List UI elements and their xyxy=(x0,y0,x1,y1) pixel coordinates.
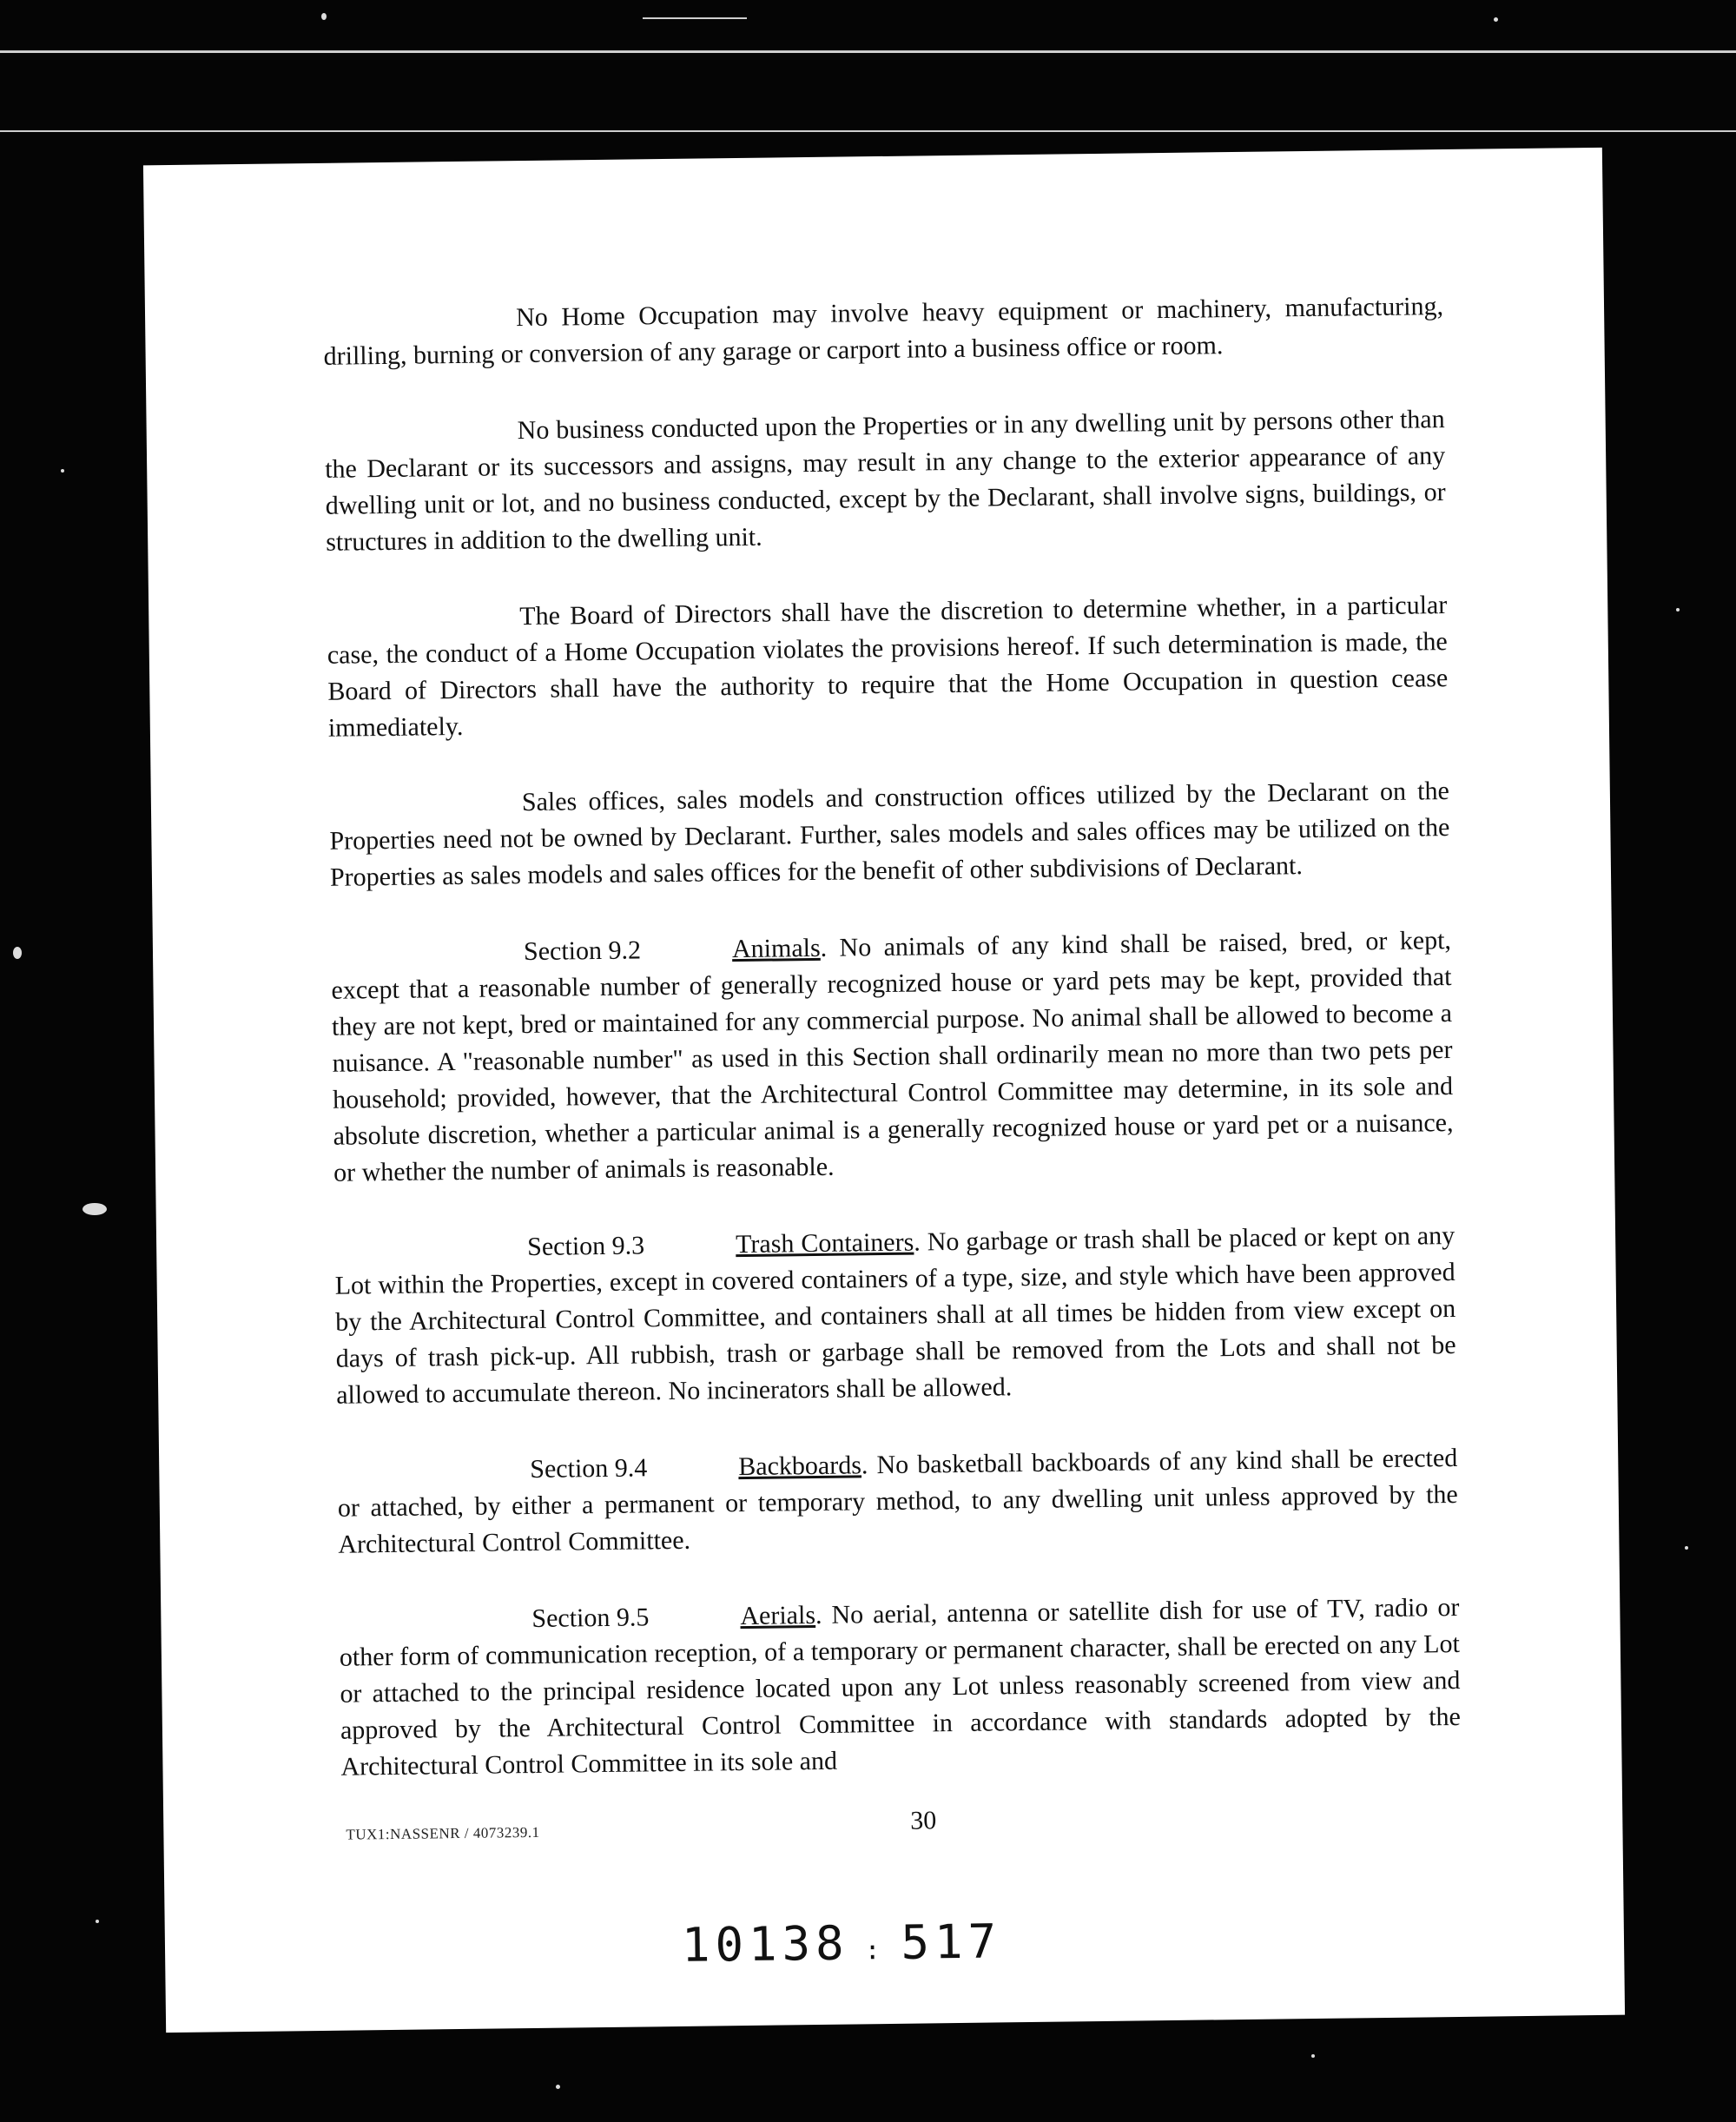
scan-speck xyxy=(1494,17,1498,22)
recording-stamp xyxy=(682,1914,1002,1972)
paragraph: The Board of Directors shall have the discretion to determine whether, in a particular case, the conduct of a Home Occupation violates the provisions hereof. If such determination is made, the Board of Directors shall have the authority to require that the Home Occupation in question cease immediately. xyxy=(327,591,1449,743)
document-reference: TUX1:NASSENR / 4073239.1 xyxy=(346,1823,540,1843)
section-9-5 xyxy=(339,1590,1461,1786)
section-label: Section 9.2 xyxy=(523,935,642,967)
stamp-page-number: 517 xyxy=(901,1914,1002,1970)
section-title: Backboards xyxy=(738,1451,862,1482)
scan-speck xyxy=(13,947,22,959)
paragraph: Sales offices, sales models and construction offices utilized by the Declarant on the Properties need not be owned by Declarant. Further, sales models and sales offices may be utilized on the Properties as sales models and sales offices for the benefit of other subdivisions of Declarant. xyxy=(329,777,1450,892)
scan-speck xyxy=(1311,2054,1315,2058)
paragraph: No Home Occupation may involve heavy equipment or machinery, manufacturing, drilling, burning or conversion of any garage or carport into a business office or room. xyxy=(323,292,1444,371)
scan-edge-line xyxy=(0,130,1736,132)
section-text: . No animals of any kind shall be raised, bred, or kept, except that a reasonable number of generally recognized house or yard pets may be kept, provided that they are not kept, bred or maintained for any commercial purpose. No animal shall be allowed to become a nuisance. A "reasonable number" as used in this Section shall ordinarily mean no more than two pets per household; provided, however, that the Architectural Control Committee may determine, in its sole and absolute discretion, whether a particular animal is a generally recognized house or yard pet or a nuisance, or whether the number of animals is reasonable. xyxy=(331,926,1454,1187)
document-page xyxy=(143,148,1625,2033)
section-9-3 xyxy=(334,1218,1456,1414)
section-label: Section 9.5 xyxy=(531,1603,650,1633)
scan-speck xyxy=(96,1920,99,1923)
scan-speck xyxy=(556,2085,560,2089)
scan-speck xyxy=(83,1203,107,1215)
scan-edge-line xyxy=(0,50,1736,53)
section-text: . No aerial, antenna or satellite dish for use of TV, radio or other form of communication reception, of a temporary or permanent character, shall be erected on any Lot or attached to the principal residence located upon any Lot unless reasonably screened from view and approved by the Architectural Control Committee in accordance with standards adopted by the Architectural Control Committee in its sole and xyxy=(339,1592,1462,1782)
section-label: Section 9.3 xyxy=(526,1231,645,1262)
section-text: . No garbage or trash shall be placed or kept on any Lot within the Properties, except in covered containers of a type, size, and style which have been approved by the Architectural Control Committee, and containers shall at all times be hidden from view except on days of trash pick-up. All rubbish, trash or garbage shall be removed from the Lots and shall not be allowed to accumulate thereon. No incinerators shall be allowed. xyxy=(334,1220,1456,1410)
section-9-4 xyxy=(337,1440,1458,1563)
section-text: . No basketball backboards of any kind shall be erected or attached, by either a permanent or temporary method, to any dwelling unit unless approved by the Architectural Control Committee. xyxy=(337,1443,1458,1559)
scan-speck xyxy=(61,469,64,473)
scan-speck xyxy=(1685,1546,1688,1550)
section-9-2 xyxy=(331,922,1454,1192)
paragraph: No business conducted upon the Properties or in any dwelling unit by persons other than the Declarant or its successors and assigns, may result in any change to the exterior appearance of any dwelling unit or lot, and no business conducted, except by the Declarant, shall involve signs, buildings, or structures in addition to the dwelling unit. xyxy=(325,405,1446,557)
document-body xyxy=(323,288,1462,1826)
scan-speck xyxy=(321,13,327,20)
section-title: Animals xyxy=(731,933,821,964)
section-title: Trash Containers xyxy=(735,1227,914,1259)
scan-edge-line xyxy=(643,17,747,19)
stamp-separator: : xyxy=(864,1935,886,1967)
scan-speck xyxy=(1676,608,1680,611)
section-label: Section 9.4 xyxy=(530,1453,648,1484)
stamp-book-number: 10138 xyxy=(681,1915,849,1973)
section-title: Aerials xyxy=(740,1601,816,1631)
page-number: 30 xyxy=(910,1806,937,1835)
